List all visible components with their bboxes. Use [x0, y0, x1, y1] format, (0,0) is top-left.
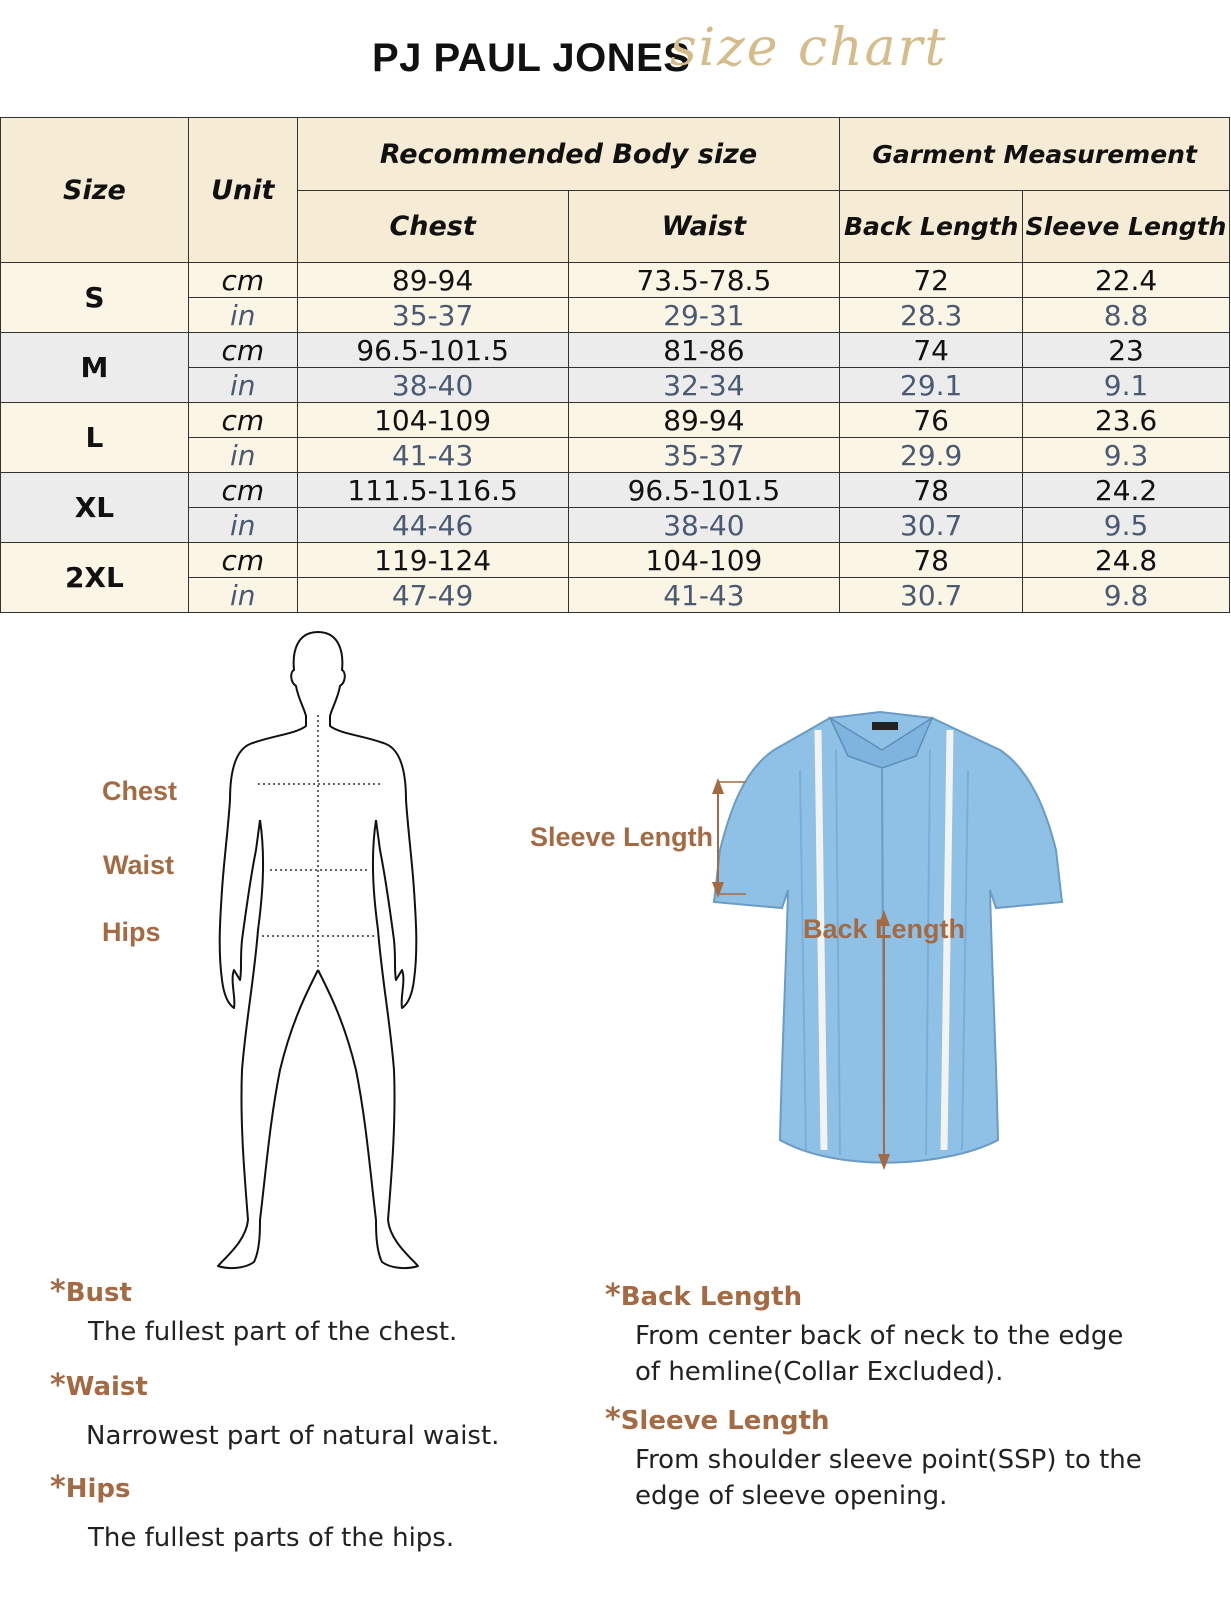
- unit-cell: cm: [188, 403, 297, 438]
- size-cell: M: [1, 333, 189, 403]
- sleeve-length-cell: 9.3: [1023, 438, 1230, 473]
- sleeve-length-cell: 23.6: [1023, 403, 1230, 438]
- body-chest-label: Chest: [102, 776, 178, 806]
- size-chart-table: [0, 117, 1230, 613]
- bust-note-title: Bust: [65, 1278, 132, 1308]
- table-row: [1, 333, 1230, 368]
- notes-left: [50, 1274, 570, 1556]
- unit-cell: in: [188, 578, 297, 613]
- chest-cell: 96.5-101.5: [297, 333, 568, 368]
- waist-cell: 41-43: [568, 578, 840, 613]
- back-length-cell: 30.7: [840, 508, 1023, 543]
- chest-cell: 38-40: [297, 368, 568, 403]
- shirt-back-length-label: Back Length: [803, 914, 966, 944]
- back-length-cell: 29.1: [840, 368, 1023, 403]
- shirt-sleeve-length-label: Sleeve Length: [530, 822, 714, 852]
- sleeve-length-cell: 9.1: [1023, 368, 1230, 403]
- sleeve-length-note-body-line1: From shoulder sleeve point(SSP) to the: [635, 1445, 1142, 1475]
- hips-note-title: Hips: [65, 1474, 131, 1504]
- sleeve-length-cell: 24.2: [1023, 473, 1230, 508]
- size-cell: L: [1, 403, 189, 473]
- chest-cell: 35-37: [297, 298, 568, 333]
- waist-cell: 38-40: [568, 508, 840, 543]
- chest-cell: 44-46: [297, 508, 568, 543]
- waist-cell: 29-31: [568, 298, 840, 333]
- notes-right: [605, 1278, 1205, 1514]
- waist-cell: 35-37: [568, 438, 840, 473]
- unit-cell: in: [188, 298, 297, 333]
- hips-note-body: The fullest parts of the hips.: [88, 1523, 455, 1553]
- sleeve-length-cell: 24.8: [1023, 543, 1230, 578]
- header-chest: Chest: [297, 191, 568, 263]
- table-row: [1, 263, 1230, 298]
- asterisk-icon: *: [50, 1274, 66, 1309]
- body-outline-figure: [200, 630, 440, 1280]
- sleeve-length-note-body-line2: edge of sleeve opening.: [635, 1481, 948, 1511]
- waist-cell: 89-94: [568, 403, 840, 438]
- sleeve-length-cell: 9.5: [1023, 508, 1230, 543]
- asterisk-icon: *: [50, 1368, 66, 1403]
- back-length-note-body-line1: From center back of neck to the edge: [635, 1321, 1124, 1351]
- waist-cell: 81-86: [568, 333, 840, 368]
- chest-cell: 104-109: [297, 403, 568, 438]
- table-row: [1, 403, 1230, 438]
- waist-note-title: Waist: [65, 1372, 148, 1402]
- header-waist: Waist: [568, 191, 840, 263]
- size-cell: 2XL: [1, 543, 189, 613]
- brand-header: [0, 0, 1231, 116]
- waist-cell: 104-109: [568, 543, 840, 578]
- unit-cell: cm: [188, 473, 297, 508]
- header-sleeve-length: Sleeve Length: [1023, 191, 1230, 263]
- sleeve-length-cell: 8.8: [1023, 298, 1230, 333]
- bust-note-body: The fullest part of the chest.: [88, 1317, 458, 1347]
- table-row: [1, 473, 1230, 508]
- size-cell: XL: [1, 473, 189, 543]
- size-cell: S: [1, 263, 189, 333]
- unit-cell: in: [188, 508, 297, 543]
- size-chart-script-title: size chart: [670, 18, 948, 78]
- back-length-cell: 29.9: [840, 438, 1023, 473]
- body-hips-label: Hips: [102, 917, 161, 947]
- waist-note-body: Narrowest part of natural waist.: [86, 1421, 500, 1451]
- chest-cell: 41-43: [297, 438, 568, 473]
- body-waist-label: Waist: [103, 850, 175, 880]
- waist-cell: 73.5-78.5: [568, 263, 840, 298]
- header-unit: Unit: [188, 118, 297, 263]
- sleeve-length-note-title: Sleeve Length: [620, 1406, 830, 1436]
- back-length-cell: 74: [840, 333, 1023, 368]
- header-size: Size: [1, 118, 189, 263]
- back-length-cell: 76: [840, 403, 1023, 438]
- chest-cell: 111.5-116.5: [297, 473, 568, 508]
- unit-cell: cm: [188, 543, 297, 578]
- back-length-cell: 78: [840, 543, 1023, 578]
- back-length-cell: 78: [840, 473, 1023, 508]
- sleeve-length-cell: 22.4: [1023, 263, 1230, 298]
- chest-cell: 119-124: [297, 543, 568, 578]
- brand-name: PJ PAUL JONES: [372, 36, 691, 80]
- back-length-note-body-line2: of hemline(Collar Excluded).: [635, 1357, 1004, 1387]
- header-recommended-body-size: Recommended Body size: [297, 118, 840, 191]
- back-length-note-title: Back Length: [620, 1282, 803, 1312]
- unit-cell: cm: [188, 333, 297, 368]
- header-garment-measurement: Garment Measurement: [840, 118, 1230, 191]
- asterisk-icon: *: [605, 1402, 621, 1437]
- unit-cell: cm: [188, 263, 297, 298]
- waist-cell: 96.5-101.5: [568, 473, 840, 508]
- back-length-cell: 30.7: [840, 578, 1023, 613]
- asterisk-icon: *: [50, 1470, 66, 1505]
- asterisk-icon: *: [605, 1278, 621, 1313]
- chest-cell: 47-49: [297, 578, 568, 613]
- chest-cell: 89-94: [297, 263, 568, 298]
- sleeve-length-cell: 23: [1023, 333, 1230, 368]
- header-back-length: Back Length: [840, 191, 1023, 263]
- sleeve-length-cell: 9.8: [1023, 578, 1230, 613]
- table-row: [1, 543, 1230, 578]
- back-length-cell: 72: [840, 263, 1023, 298]
- waist-cell: 32-34: [568, 368, 840, 403]
- unit-cell: in: [188, 368, 297, 403]
- unit-cell: in: [188, 438, 297, 473]
- shirt-image: [700, 710, 1070, 1190]
- back-length-cell: 28.3: [840, 298, 1023, 333]
